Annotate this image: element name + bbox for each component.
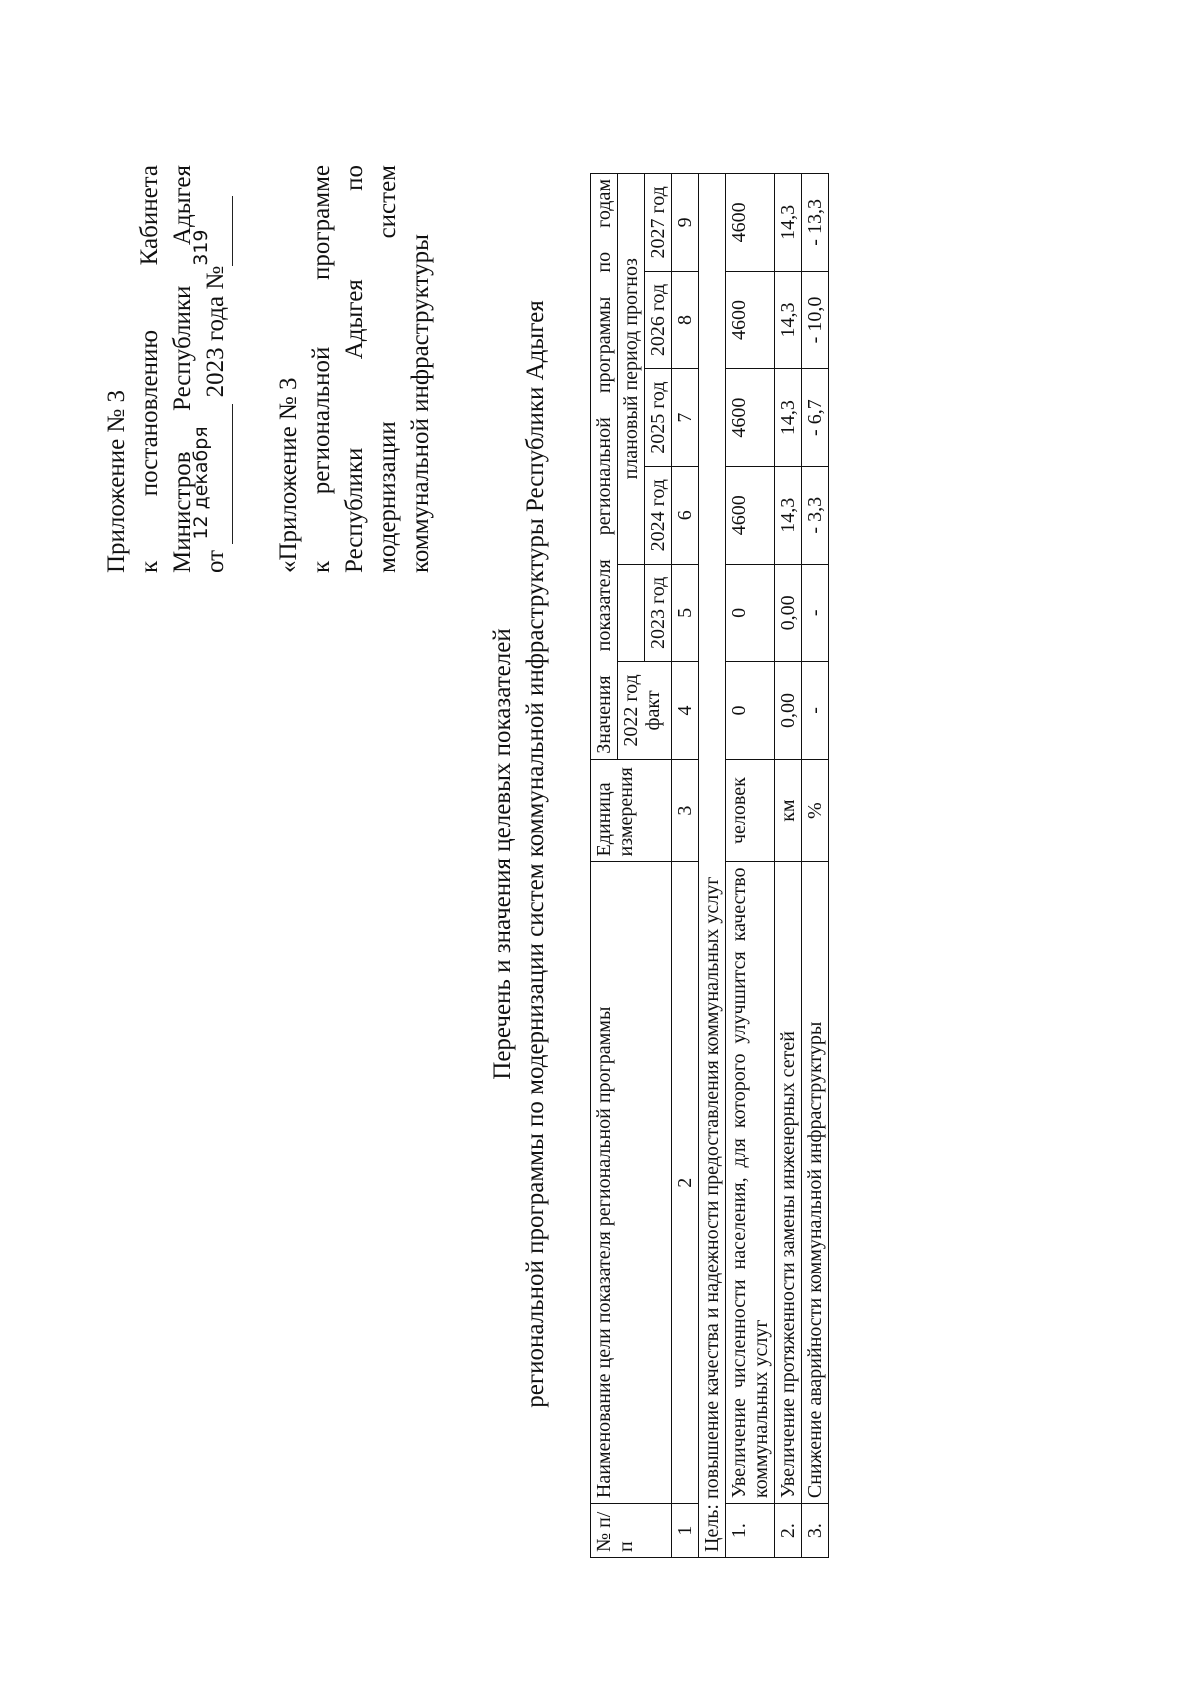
row-value: 0 (726, 662, 775, 760)
header-name: Наименование цели показателя региональной программы (591, 862, 672, 1504)
title-line-2: региональной программы по модернизации систем коммунальной инфраструктуры Республики Адыгея (522, 300, 549, 1408)
row-unit: % (802, 759, 829, 862)
table-row (775, 174, 802, 1558)
title-line-1: Перечень и значения целевых показателей (489, 628, 516, 1080)
appendix-date-line: от 12 декабря 2023 года № 319 (199, 165, 233, 573)
inner-appendix (272, 165, 437, 573)
row-name: Увеличение протяженности замены инженерных сетей (775, 862, 802, 1504)
row-value: 0 (726, 564, 775, 662)
row-value: 0,00 (775, 662, 802, 760)
col-number: 2 (672, 862, 699, 1504)
table-row (726, 174, 775, 1558)
indicators-table (590, 173, 829, 1558)
handwritten-date: 12 декабря (190, 426, 212, 540)
row-value: - 13,3 (802, 174, 829, 272)
row-value: 14,3 (775, 369, 802, 467)
header-planned-period: плановый период прогноз (618, 174, 645, 565)
col-number: 9 (672, 174, 699, 272)
col-number: 1 (672, 1504, 699, 1558)
row-value: 4600 (726, 174, 775, 272)
header-fact-year: 2022 год факт (618, 662, 672, 760)
row-value: 0,00 (775, 564, 802, 662)
row-value: 14,3 (775, 271, 802, 369)
col-number: 7 (672, 369, 699, 467)
col-number: 8 (672, 271, 699, 369)
row-unit: человек (726, 759, 775, 862)
appendix-to-line: к постановлению Кабинета (136, 164, 163, 573)
row-value: 4600 (726, 271, 775, 369)
row-value: 4600 (726, 466, 775, 564)
header-year: 2027 год (645, 174, 672, 272)
header-values: Значения показателя региональной программы по годам (591, 174, 618, 760)
header-year: 2026 год (645, 271, 672, 369)
goal-row (699, 174, 726, 1558)
number-field (190, 196, 233, 266)
col-number: 6 (672, 466, 699, 564)
row-value: - 6,7 (802, 369, 829, 467)
inner-appendix-title: «Приложение № 3 (275, 377, 302, 573)
inner-appendix-line4: коммунальной инфраструктуры (407, 234, 434, 573)
row-value: 4600 (726, 369, 775, 467)
row-value: - (802, 662, 829, 760)
row-num: 1. (726, 1504, 775, 1558)
appendix-title: Приложение № 3 (103, 389, 130, 573)
handwritten-number: 319 (190, 229, 212, 266)
date-field (190, 404, 233, 544)
appendix-header (100, 165, 233, 573)
row-value: - 10,0 (802, 271, 829, 369)
header-year: 2025 год (645, 369, 672, 467)
header-year: 2024 год (645, 466, 672, 564)
column-numbers-row (672, 174, 699, 1558)
row-value: 14,3 (775, 174, 802, 272)
col-number: 4 (672, 662, 699, 760)
document-title (486, 0, 552, 1708)
row-unit: км (775, 759, 802, 862)
row-name: Увеличение численности населения, для которого улучшится качество коммунальных услуг (726, 862, 775, 1504)
header-row-1 (591, 174, 618, 1558)
header-empty (618, 564, 645, 662)
header-unit: Единица измерения (591, 759, 672, 862)
inner-appendix-line3: модернизации систем (374, 165, 401, 573)
table-row (802, 174, 829, 1558)
header-num: № п/п (591, 1504, 672, 1558)
goal-text: Цель: повышение качества и надежности предоставления коммунальных услуг (699, 174, 726, 1558)
col-number: 5 (672, 564, 699, 662)
row-name: Снижение аварийности коммунальной инфраструктуры (802, 862, 829, 1504)
inner-appendix-line1: к региональной программе (308, 165, 335, 573)
col-number: 3 (672, 759, 699, 862)
header-year: 2023 год (645, 564, 672, 662)
row-num: 3. (802, 1504, 829, 1558)
inner-appendix-line2: Республики Адыгея по (341, 165, 368, 573)
row-value: - (802, 564, 829, 662)
row-value: - 3,3 (802, 466, 829, 564)
appendix-ministers-line: Министров Республики Адыгея (169, 164, 196, 573)
row-num: 2. (775, 1504, 802, 1558)
row-value: 14,3 (775, 466, 802, 564)
